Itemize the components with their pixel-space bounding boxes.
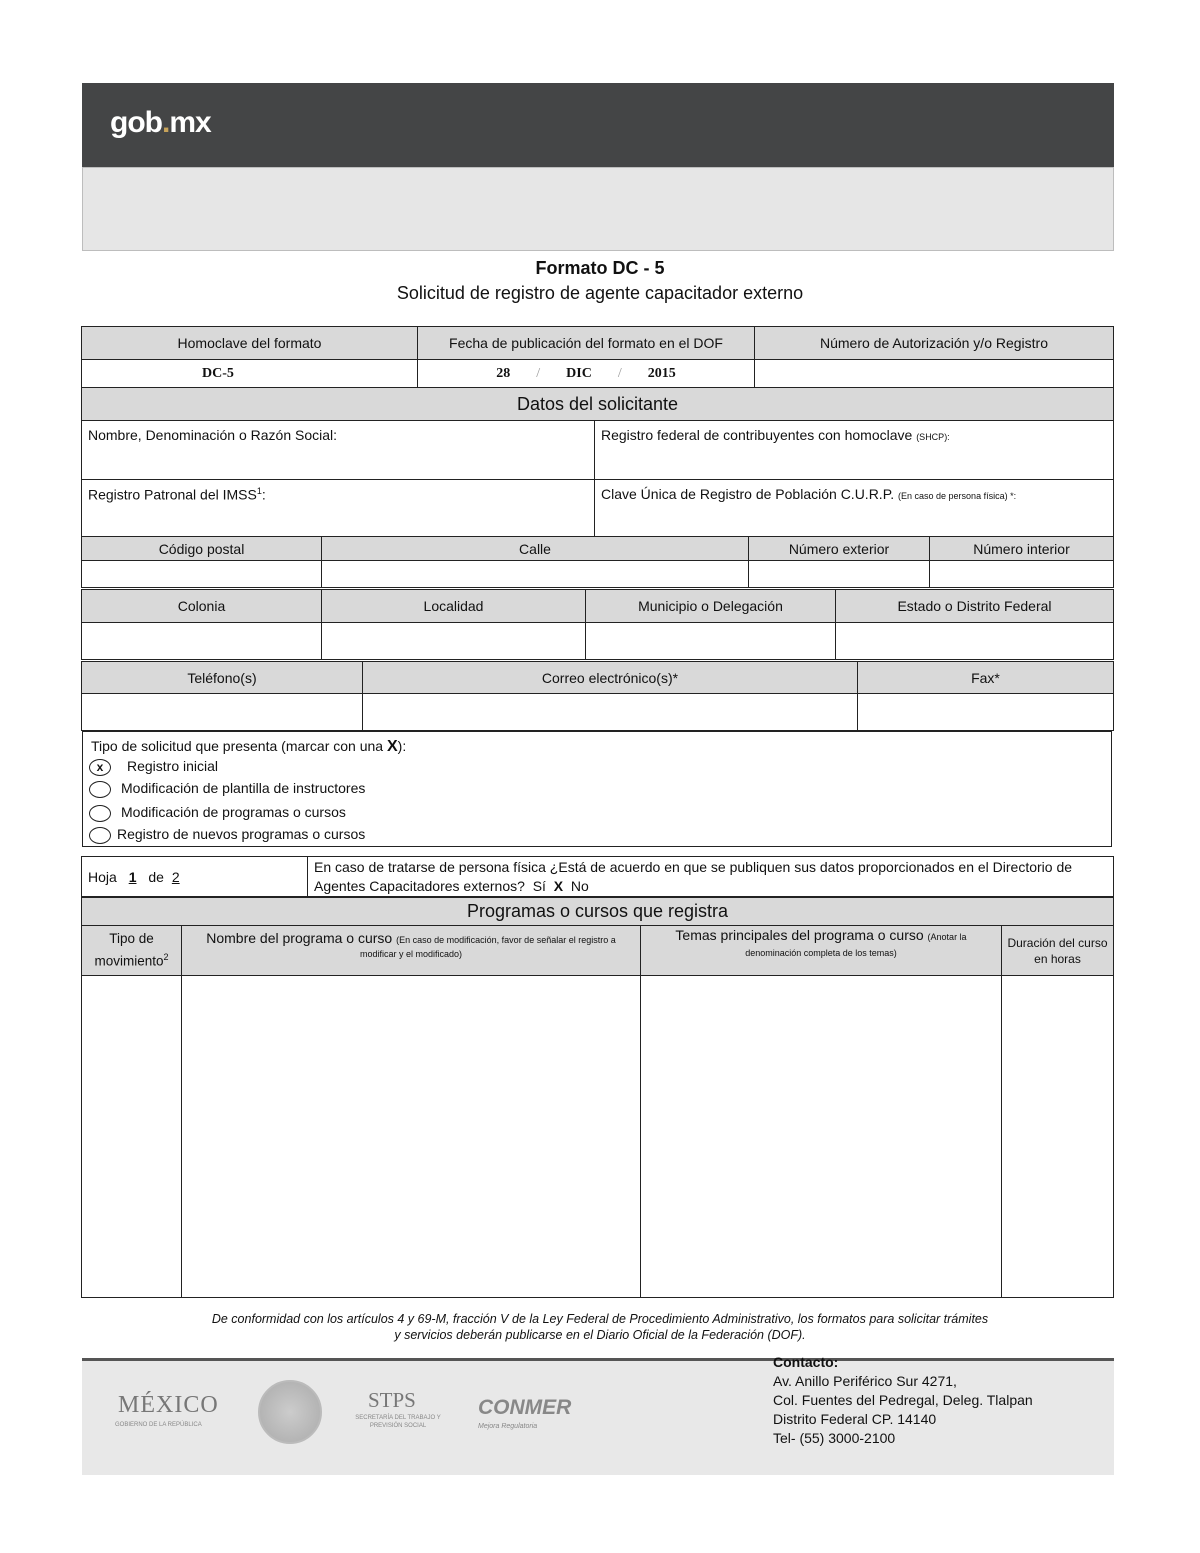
codigo-postal-field[interactable] bbox=[82, 561, 322, 588]
col-duracion: Duración del curso en horas bbox=[1002, 926, 1114, 976]
estado-label: Estado o Distrito Federal bbox=[836, 590, 1114, 623]
calle-field[interactable] bbox=[322, 561, 749, 588]
publicacion-mark[interactable]: X bbox=[553, 877, 564, 894]
mexico-logo: MÉXICO bbox=[118, 1392, 219, 1418]
option-modificacion-plantilla[interactable]: Modificación de plantilla de instructores bbox=[89, 780, 365, 798]
estado-field[interactable] bbox=[836, 623, 1114, 660]
fax-field[interactable] bbox=[858, 694, 1114, 731]
header-banner bbox=[82, 83, 1114, 167]
nombre-field[interactable] bbox=[82, 421, 595, 480]
conamer-logo: CONMER bbox=[478, 1396, 572, 1419]
curp-label: Clave Única de Registro de Población C.U.R.P. bbox=[601, 486, 895, 502]
numero-label: Número de Autorización y/o Registro bbox=[755, 327, 1114, 360]
homoclave-value: DC-5 bbox=[82, 360, 418, 388]
nombre-programa-field[interactable] bbox=[182, 976, 641, 1298]
address-table bbox=[81, 536, 1114, 588]
solicitante-table bbox=[81, 420, 1114, 537]
conamer-logo-subtitle: Mejora Regulatoria bbox=[478, 1423, 538, 1430]
national-seal-icon bbox=[258, 1380, 322, 1444]
municipio-field[interactable] bbox=[586, 623, 836, 660]
fax-label: Fax* bbox=[858, 662, 1114, 694]
hoja-cell: Hoja 1 de 2 bbox=[82, 857, 308, 897]
contact-line: Tel- (55) 3000-2100 bbox=[773, 1430, 896, 1446]
contact-title: Contacto: bbox=[773, 1354, 839, 1370]
col-nombre-programa: Nombre del programa o curso (En caso de modificación, favor de señalar el registro a modificar y el modificado) bbox=[182, 926, 641, 976]
codigo-postal-label: Código postal bbox=[82, 537, 322, 561]
gobmx-logo: gob.mx bbox=[110, 106, 211, 139]
imss-label: Registro Patronal del IMSS bbox=[88, 486, 257, 503]
publicacion-text: En caso de tratarse de persona física ¿Está de acuerdo en que se publiquen sus datos proporcionados en el Directorio de Agentes Capacitadores externos? bbox=[314, 858, 1073, 894]
localidad-field[interactable] bbox=[322, 623, 586, 660]
colonia-field[interactable] bbox=[82, 623, 322, 660]
col-tipo-movimiento: Tipo de movimiento$^2$ bbox=[82, 926, 182, 976]
col-temas-principales: Temas principales del programa o curso (Anotar la denominación completa de los temas) bbox=[641, 926, 1002, 976]
tipo-movimiento-field[interactable] bbox=[82, 976, 182, 1298]
contact-line: Distrito Federal CP. 14140 bbox=[773, 1411, 937, 1427]
imss-field[interactable]: Registro Patronal del IMSS$^1$: bbox=[82, 480, 595, 537]
homoclave-label: Homoclave del formato bbox=[82, 327, 418, 360]
calle-label: Calle bbox=[322, 537, 749, 561]
mexico-logo-subtitle: GOBIERNO DE LA REPÚBLICA bbox=[115, 1422, 202, 1428]
contact-table bbox=[81, 661, 1114, 731]
contact-line: Av. Anillo Periférico Sur 4271, bbox=[773, 1373, 957, 1389]
stps-logo-subtitle: SECRETARÍA DEL TRABAJO Y PREVISIÓN SOCIAL bbox=[355, 1415, 441, 1429]
section-datos-solicitante: Datos del solicitante bbox=[82, 388, 1114, 421]
radio-modificacion-programas[interactable] bbox=[89, 805, 111, 822]
programas-table bbox=[81, 897, 1114, 1298]
radio-registro-nuevos[interactable] bbox=[89, 827, 111, 844]
temas-principales-field[interactable] bbox=[641, 976, 1002, 1298]
rfc-field[interactable]: Registro federal de contribuyentes con homoclave (SHCP): bbox=[595, 421, 1114, 480]
hoja-total[interactable]: 2 bbox=[171, 868, 180, 885]
duracion-field[interactable] bbox=[1002, 976, 1114, 1298]
hoja-table bbox=[81, 856, 1114, 897]
nombre-label: Nombre, Denominación o Razón Social: bbox=[88, 427, 338, 443]
form-title: Formato DC - 5 bbox=[535, 258, 665, 278]
contact-line: Col. Fuentes del Pedregal, Deleg. Tlalpan bbox=[773, 1392, 1033, 1408]
correo-label: Correo electrónico(s)* bbox=[363, 662, 858, 694]
curp-field[interactable]: Clave Única de Registro de Población C.U.R.P. (En caso de persona física) *: bbox=[595, 480, 1114, 537]
numero-exterior-field[interactable] bbox=[749, 561, 930, 588]
numero-autorizacion-field[interactable] bbox=[755, 360, 1114, 388]
radio-modificacion-plantilla[interactable] bbox=[89, 781, 111, 798]
localidad-label: Localidad bbox=[322, 590, 586, 623]
publicacion-cell: En caso de tratarse de persona física ¿Está de acuerdo en que se publiquen sus datos proporcionados en el Directorio de Agentes Capacitadores externos? Sí X No bbox=[308, 857, 1114, 897]
header-subbanner bbox=[82, 167, 1114, 251]
fecha-value: 28 / DIC / 2015 bbox=[418, 360, 755, 388]
legal-note: De conformidad con los artículos 4 y 69-M, fracción V de la Ley Federal de Procedimiento Administrativo, los formatos para solicitar trámites y servicios deberán publicarse en el Diario Oficial de la Federación (DOF). bbox=[211, 1312, 989, 1342]
fecha-label: Fecha de publicación del formato en el DOF bbox=[418, 327, 755, 360]
hoja-current[interactable]: 1 bbox=[128, 868, 137, 885]
correo-field[interactable] bbox=[363, 694, 858, 731]
numero-interior-field[interactable] bbox=[930, 561, 1114, 588]
fecha-year: 2015 bbox=[647, 365, 676, 381]
option-modificacion-programas[interactable]: Modificación de programas o cursos bbox=[89, 804, 346, 822]
telefono-label: Teléfono(s) bbox=[82, 662, 363, 694]
rfc-label: Registro federal de contribuyentes con homoclave bbox=[601, 427, 913, 443]
tipo-solicitud-label: Tipo de solicitud que presenta (marcar con una X): bbox=[91, 738, 407, 755]
numero-exterior-label: Número exterior bbox=[749, 537, 930, 561]
municipio-label: Municipio o Delegación bbox=[586, 590, 836, 623]
telefono-field[interactable] bbox=[82, 694, 363, 731]
programas-title: Programas o cursos que registra bbox=[82, 898, 1114, 926]
numero-interior-label: Número interior bbox=[930, 537, 1114, 561]
format-info-table bbox=[81, 326, 1114, 421]
option-registro-nuevos[interactable]: Registro de nuevos programas o cursos bbox=[89, 826, 365, 844]
form-subtitle: Solicitud de registro de agente capacitador externo bbox=[396, 283, 804, 303]
contact-block bbox=[773, 1353, 1033, 1448]
option-registro-inicial[interactable]: x Registro inicial bbox=[89, 758, 218, 776]
radio-registro-inicial[interactable]: x bbox=[89, 759, 111, 776]
stps-logo: STPS bbox=[368, 1388, 416, 1412]
colonia-label: Colonia bbox=[82, 590, 322, 623]
fecha-day: 28 bbox=[496, 365, 511, 381]
tipo-solicitud-box bbox=[82, 731, 1112, 847]
location-table bbox=[81, 589, 1114, 660]
fecha-month: DIC bbox=[566, 365, 592, 381]
